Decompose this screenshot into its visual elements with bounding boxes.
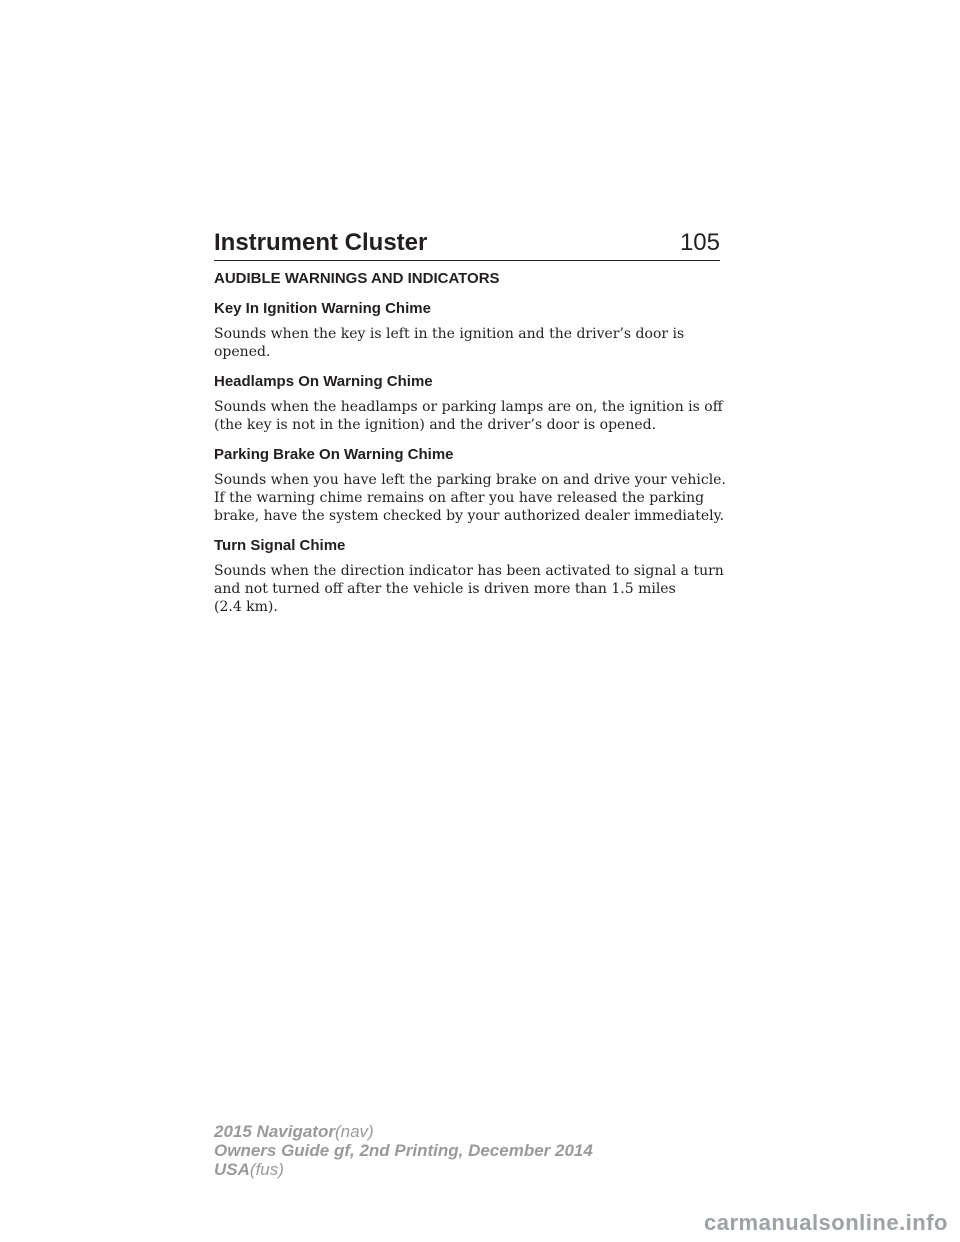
footer-model: 2015 Navigator [214,1122,335,1141]
paragraph: Sounds when the headlamps or parking lamps are on, the ignition is off (the key is not in the ignition) and the driver’s door is opened. [214,399,723,433]
footer-line-2: Owners Guide gf, 2nd Printing, December 2014 [214,1141,593,1160]
section-heading: AUDIBLE WARNINGS AND INDICATORS [214,270,500,287]
section-headlamps-on [214,373,734,434]
paragraph: Sounds when you have left the parking brake on and drive your vehicle. If the warning chime remains on after you have released the parking brake, have the system checked by your authorized dealer immediately. [214,472,726,524]
page-header [214,228,720,261]
sub-heading: Parking Brake On Warning Chime [214,446,454,463]
page-title: Instrument Cluster [214,229,428,256]
section-turn-signal [214,537,734,616]
sub-heading: Key In Ignition Warning Chime [214,300,431,317]
section-parking-brake-on [214,446,734,525]
sub-heading: Headlamps On Warning Chime [214,373,433,390]
footer-market-code: (fus) [249,1160,284,1179]
watermark: carmanualsonline.info [704,1210,948,1235]
page-number: 105 [679,229,720,256]
section-key-in-ignition [214,300,734,361]
main-content [214,270,734,628]
document-footer [214,1122,593,1179]
footer-line-1 [214,1122,593,1141]
footer-market: USA [214,1160,250,1179]
sub-heading: Turn Signal Chime [214,537,346,554]
paragraph: Sounds when the direction indicator has been activated to signal a turn and not turned off after the vehicle is driven more than 1.5 miles (2.4 km). [214,563,724,615]
paragraph: Sounds when the key is left in the ignition and the driver’s door is opened. [214,326,685,360]
footer-line-3 [214,1160,593,1179]
footer-model-code: (nav) [334,1122,374,1141]
